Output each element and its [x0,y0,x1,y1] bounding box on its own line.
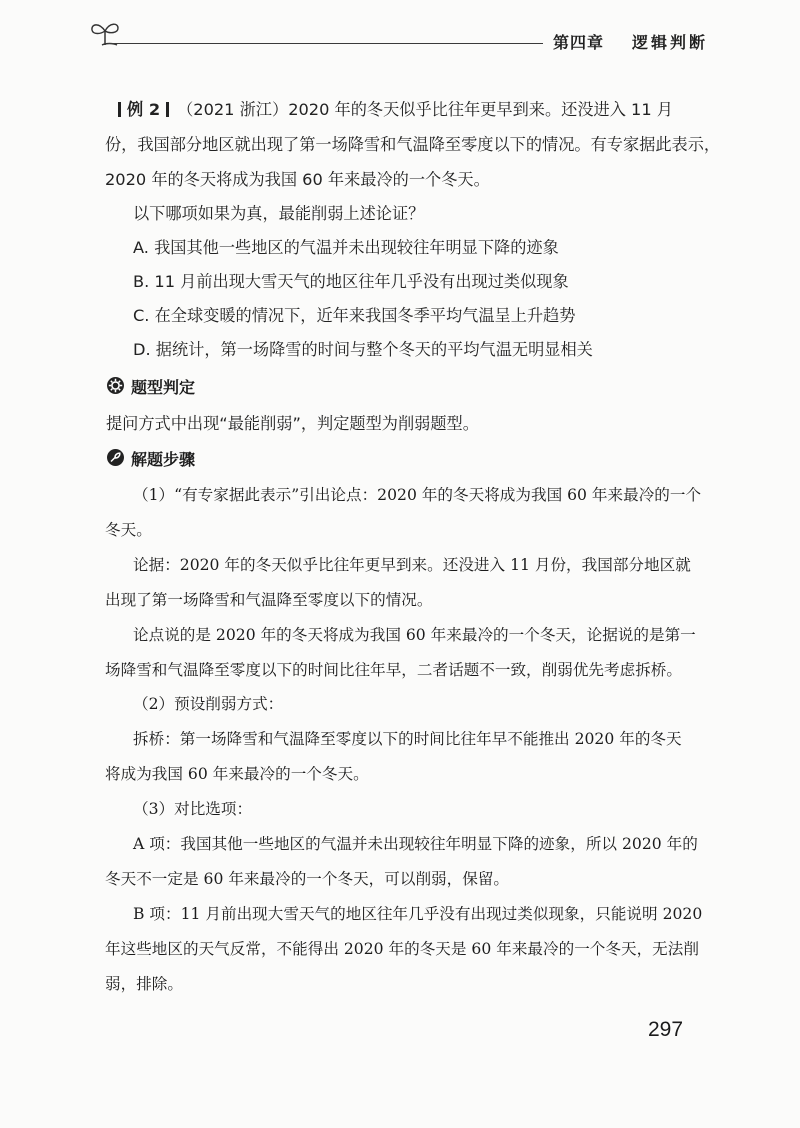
question-source: （2021 浙江） [177,100,289,119]
steps-icon [106,448,125,467]
header-rule [108,43,543,44]
solution-line-13: B 项：11 月前出现大雪天气的地区往年几乎没有出现过类似现象，只能说明 2020 [133,905,703,923]
section-label: 逻辑判断 [632,33,709,52]
tag-bar-left [118,102,121,117]
option-b: B. 11 月前出现大雪天气的地区往年几乎没有出现过类似现象 [133,272,569,291]
question-stem-line-3: 2020 年的冬天将成为我国 60 年来最冷的一个冬天。 [105,170,490,189]
solution-line-11: A 项：我国其他一些地区的气温并未出现较往年明显下降的迹象，所以 2020 年的 [133,835,698,853]
solution-line-6: 场降雪和气温降至零度以下的时间比往年早，二者话题不一致，削弱优先考虑拆桥。 [105,661,682,679]
solution-line-2: 冬天。 [105,521,152,539]
option-c: C. 在全球变暖的情况下，近年来我国冬季平均气温呈上升趋势 [133,306,576,325]
solution-line-1: （1）“有专家据此表示”引出论点：2020 年的冬天将成为我国 60 年来最冷的一个 [133,486,702,504]
example-tag: 例 2 [127,100,161,119]
question-prompt: 以下哪项如果为真，最能削弱上述论证？ [133,204,425,223]
solution-line-8: 拆桥：第一场降雪和气温降至零度以下的时间比往年早不能推出 2020 年的冬天 [133,730,682,748]
solution-line-12: 冬天不一定是 60 年来最冷的一个冬天，可以削弱，保留。 [105,870,510,888]
question-stem-line-1 [118,96,673,120]
option-d: D. 据统计，第一场降雪的时间与整个冬天的平均气温无明显相关 [133,340,593,359]
option-a: A. 我国其他一些地区的气温并未出现较往年明显下降的迹象 [133,238,559,257]
tag-bar-right [166,102,169,117]
gear-icon [106,376,125,395]
page-number: 297 [648,1018,684,1041]
question-stem-line-2: 份，我国部分地区就出现了第一场降雪和气温降至零度以下的情况。有专家据此表示， [105,135,721,154]
type-judgement-text: 提问方式中出现“最能削弱”，判定题型为削弱题型。 [106,414,479,433]
solution-line-10: （3）对比选项： [133,800,253,818]
solution-heading: 解题步骤 [131,450,196,469]
page-header [0,0,800,60]
solution-line-4: 出现了第一场降雪和气温降至零度以下的情况。 [105,591,433,609]
type-judgement-heading: 题型判定 [131,378,196,397]
question-stem-text-1: 2020 年的冬天似乎比往年更早到来。还没进入 11 月 [288,100,673,119]
solution-line-15: 弱，排除。 [105,975,183,993]
solution-line-7: （2）预设削弱方式： [133,695,284,713]
solution-line-5: 论点说的是 2020 年的冬天将成为我国 60 年来最冷的一个冬天，论据说的是第一 [133,626,696,644]
solution-line-9: 将成为我国 60 年来最冷的一个冬天。 [105,765,369,783]
solution-line-3: 论据：2020 年的冬天似乎比往年更早到来。还没进入 11 月份，我国部分地区就 [133,556,691,574]
solution-line-14: 年这些地区的天气反常，不能得出 2020 年的冬天是 60 年来最冷的一个冬天，无法削 [105,940,699,958]
chapter-label: 第四章 [553,33,605,52]
